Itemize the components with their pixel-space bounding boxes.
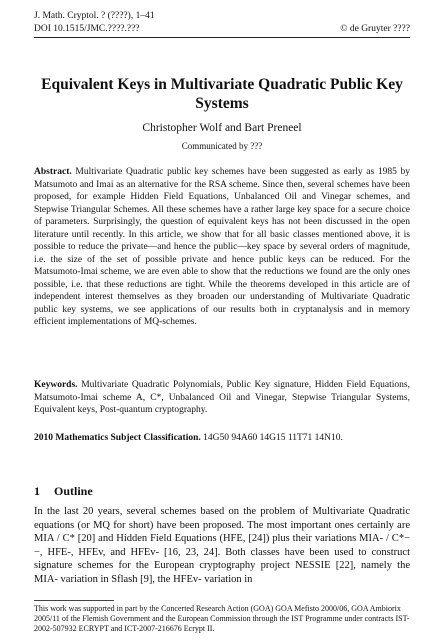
msc-classification — [34, 432, 410, 445]
footnote-rule — [34, 600, 114, 601]
keywords-text: Multivariate Quadratic Polynomials, Public Key signature, Hidden Field Equations, Matsumoto-Imai scheme A, C*, Unbalanced Oil and Vinegar, Stepwise Triangular Systems, Equivalent keys, Post-quantum cryptography. — [34, 380, 410, 415]
abstract-label: Abstract. — [34, 167, 72, 177]
abstract — [34, 166, 410, 329]
section-title: Outline — [54, 484, 93, 498]
keywords — [34, 379, 410, 417]
section-number: 1 — [34, 484, 40, 498]
keywords-label: Keywords. — [34, 380, 78, 390]
paper-title: Equivalent Keys in Multivariate Quadratic Public Key Systems — [41, 76, 403, 112]
communicated-by: Communicated by ??? — [181, 141, 263, 151]
doi-line: DOI 10.1515/JMC.????.??? — [34, 24, 140, 34]
msc-text: 14G50 94A60 14G15 11T71 14N10. — [203, 433, 343, 443]
journal-line: J. Math. Cryptol. ? (????), 1–41 — [34, 11, 155, 21]
footnote — [34, 600, 410, 634]
section-heading — [34, 484, 93, 499]
msc-label: 2010 Mathematics Subject Classification. — [34, 433, 201, 443]
footnote-text: This work was supported in part by the Concerted Research Action (GOA) GOA Mefisto 2000/06, GOA Ambiorix 2005/11 of the Flemish Government and the European Commission through the IST Programme under contracts IST-2002-507932 ECRYPT and ICT-2007-216676 Ecrypt II. — [34, 604, 410, 633]
publisher-line: © de Gruyter ???? — [340, 24, 410, 34]
authors: Christopher Wolf and Bart Preneel — [142, 122, 302, 134]
abstract-text: Multivariate Quadratic public key schemes have been suggested as early as 1985 by Matsumoto and Imai as an alternative for the RSA scheme. Since then, several schemes have been proposed, for example Hidden Field Equations, Unbalanced Oil and Vinegar schemes, and Stepwise Triangular Schemes. All these schemes have a rather large key space for a secure choice of parameters. Surprisingly, the question of equivalent keys has not been discussed in the open literature until recently. In this article, we show that for all basic classes mentioned above, it is possible to reduce the private—and hence the public—key space by several orders of magnitude, i.e. the size of the set of possible private and hence public keys can be reduced. For the Matsumoto-Imai scheme, we are even able to show that the reductions we found are the only ones possible, i.e. that these reductions are tight. While the theorems developed in this article are of independent interest themselves as they broaden our understanding of Multivariate Quadratic public key systems, we see applications of our results both in cryptanalysis and in memory efficient implementations of MQ-schemes. — [34, 167, 411, 327]
body-paragraph: In the last 20 years, several schemes based on the problem of Multivariate Quadratic equations (or MQ for short) have been proposed. The most important ones certainly are MIA / C* [20] and Hidden Field Equations (HFE, [24]) plus their variations MIA- / C*−−, HFE-, HFEv, and HFEv- [16, 23, 24]. Both classes have been used to construct signature schemes for the European cryptography project NESSIE [22], namely the MIA- variation in Sflash [9], the HFEv- variation in — [34, 506, 410, 585]
header-rule — [34, 37, 410, 38]
